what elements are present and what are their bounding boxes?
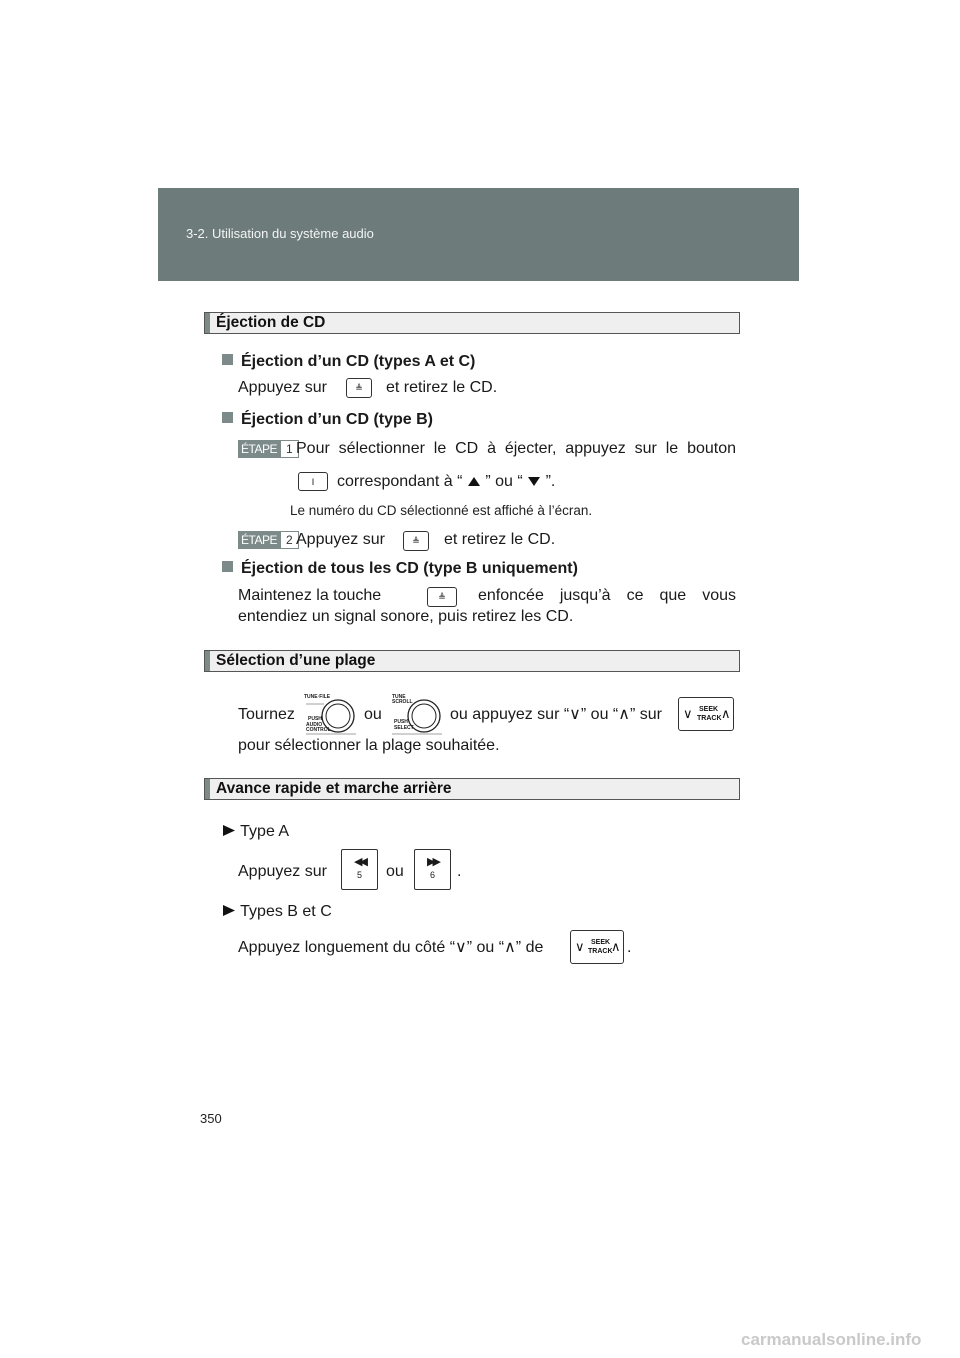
- triangle-up-icon: [467, 476, 481, 487]
- disc-select-button: [298, 472, 328, 491]
- subheading-eject-b: Éjection d’un CD (type B): [222, 410, 433, 430]
- text-line: Appuyez sur: [238, 863, 327, 880]
- eject-button: [427, 587, 457, 607]
- text-line: Appuyez sur: [238, 379, 327, 396]
- text-line: enfoncée jusqu’à ce que vous: [478, 587, 736, 604]
- chapter-title: 3-2. Utilisation du système audio: [186, 226, 374, 241]
- section-marker: [205, 313, 210, 333]
- chevron-down-icon: ∨: [575, 939, 585, 954]
- text-line: entendiez un signal sonore, puis retirez les CD.: [238, 608, 574, 625]
- eject-icon: ≜: [438, 591, 446, 602]
- text-line: ou: [386, 863, 404, 880]
- chevron-up-icon: ∧: [721, 706, 731, 721]
- seek-track-button: ∨ SEEK TRACK ∧: [678, 697, 734, 731]
- step-badge-2: ÉTAPE 2: [238, 531, 299, 549]
- step1-note: Le numéro du CD sélectionné est affiché à l’écran.: [290, 503, 593, 518]
- tune-file-knob: TUNE·FILE PUSH AUDIO CONTROL: [304, 694, 368, 738]
- eject-button: [403, 531, 429, 551]
- text-line: ou appuyez sur “∨” ou “∧” sur: [450, 706, 662, 723]
- eject-icon: ≜: [355, 382, 363, 393]
- tune-scroll-knob: TUNE SCROLL PUSH SELECT: [390, 694, 454, 738]
- section-heading-track: [204, 650, 740, 672]
- chevron-down-icon: ∨: [683, 706, 693, 721]
- square-bullet-icon: [222, 354, 233, 365]
- rewind-button: ◀◀ 5: [341, 849, 378, 890]
- section-title: Éjection de CD: [216, 314, 326, 331]
- seek-track-button: ∨ SEEK TRACK ∧: [570, 930, 624, 964]
- section-title: Avance rapide et marche arrière: [216, 780, 452, 797]
- triangle-down-icon: [527, 476, 541, 487]
- chapter-header: [158, 188, 799, 281]
- type-a-label: Type A: [222, 822, 289, 842]
- text-line: .: [627, 939, 632, 956]
- page-number: 350: [200, 1111, 222, 1126]
- triangle-right-icon: [222, 904, 236, 917]
- eject-icon: ≜: [412, 535, 420, 546]
- step-badge-1: ÉTAPE 1: [238, 440, 299, 458]
- text-line: Tournez: [238, 706, 295, 723]
- fast-forward-button: ▶▶ 6: [414, 849, 451, 890]
- subheading-eject-all: Éjection de tous les CD (type B uniquement): [222, 559, 578, 579]
- disc-number-icon: I: [311, 476, 315, 487]
- text-line: .: [457, 863, 462, 880]
- step1-text-line2: correspondant à “ ” ou “ ”.: [337, 473, 556, 490]
- section-heading-ffrew: [204, 778, 740, 800]
- text-line: Maintenez la touche: [238, 587, 382, 604]
- type-bc-label: Types B et C: [222, 902, 332, 922]
- rewind-icon: ◀◀: [354, 856, 365, 868]
- watermark: carmanualsonline.info: [741, 1330, 922, 1349]
- section-marker: [205, 651, 210, 671]
- fast-forward-icon: ▶▶: [427, 856, 438, 868]
- square-bullet-icon: [222, 561, 233, 572]
- triangle-right-icon: [222, 824, 236, 837]
- text-line: et retirez le CD.: [386, 379, 498, 396]
- step2-text-post: et retirez le CD.: [444, 531, 556, 548]
- section-title: Sélection d’une plage: [216, 652, 376, 669]
- text-line: ou: [364, 706, 382, 723]
- section-marker: [205, 779, 210, 799]
- square-bullet-icon: [222, 412, 233, 423]
- text-line: Appuyez longuement du côté “∨” ou “∧” de: [238, 939, 544, 956]
- chevron-up-icon: ∧: [611, 939, 621, 954]
- text-line: pour sélectionner la plage souhaitée.: [238, 737, 500, 754]
- eject-button: [346, 378, 372, 398]
- step2-text: Appuyez sur: [296, 531, 385, 548]
- step1-text: Pour sélectionner le CD à éjecter, appuyez sur le bouton: [296, 440, 736, 457]
- subheading-eject-ac: Éjection d’un CD (types A et C): [222, 352, 475, 372]
- section-heading-ejection: [204, 312, 740, 334]
